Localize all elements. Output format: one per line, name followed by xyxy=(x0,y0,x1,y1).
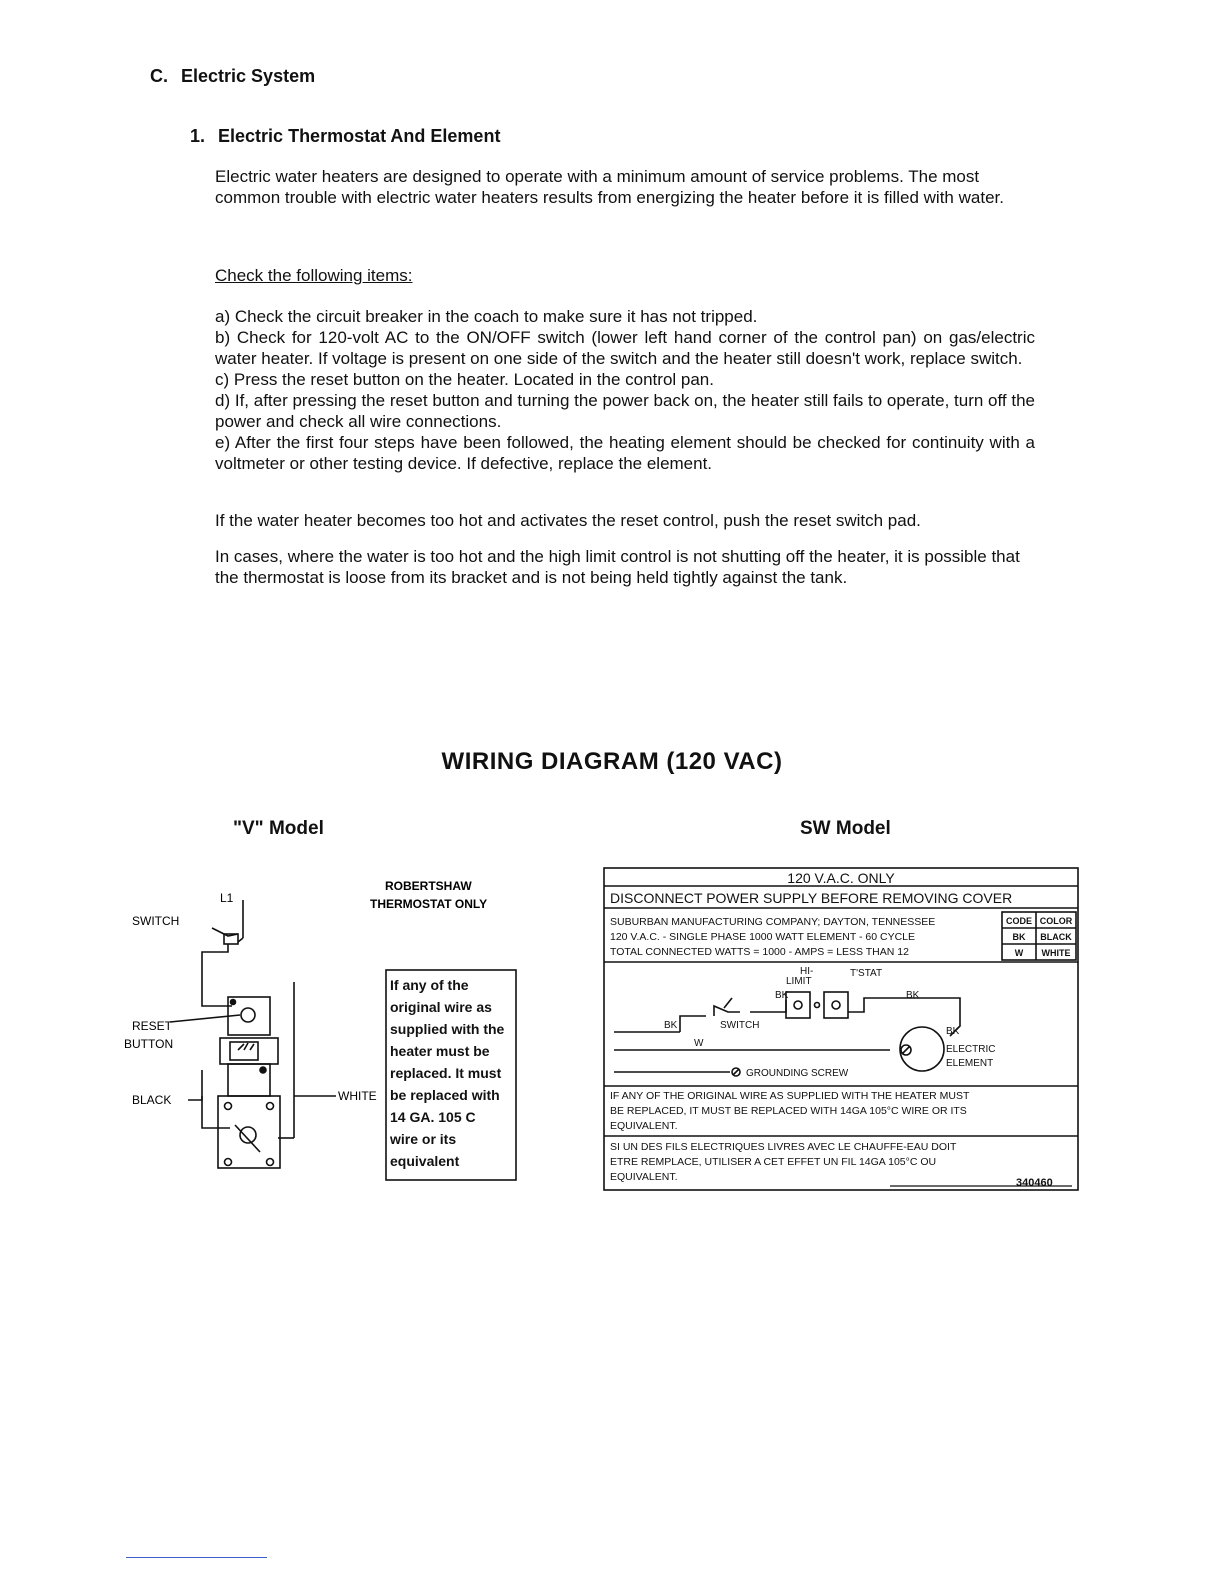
code-header: CODE xyxy=(1005,916,1033,926)
v-model-diagram xyxy=(120,860,530,1190)
color-header: COLOR xyxy=(1039,916,1073,926)
bk-label: BK xyxy=(775,990,789,1001)
part-number: 340460 xyxy=(1016,1177,1053,1189)
subsection-title: Electric Thermostat And Element xyxy=(218,126,501,146)
sw-row-voltage: 120 V.A.C. ONLY xyxy=(787,870,895,886)
color-cell: WHITE xyxy=(1041,948,1071,958)
note-line: replaced. It must xyxy=(390,1065,502,1081)
note-line: original wire as xyxy=(390,999,492,1015)
diagram-title: WIRING DIAGRAM (120 VAC) xyxy=(441,748,783,775)
reset-label-2: BUTTON xyxy=(124,1037,174,1051)
warning-en-line: BE REPLACED, IT MUST BE REPLACED WITH 14GA 105°C WIRE OR ITS xyxy=(610,1105,967,1117)
note-line: equivalent xyxy=(390,1153,460,1169)
limit-label: LIMIT xyxy=(786,976,812,987)
note-line: heater must be xyxy=(390,1043,490,1059)
limit-paragraph: In cases, where the water is too hot and the high limit control is not shutting off the heater, it is possible that the thermostat is loose from its bracket and is not being held tightly against the tank. xyxy=(215,547,1020,587)
hi-limit-label: HI- xyxy=(800,966,814,977)
subsection-heading xyxy=(190,126,500,147)
w-label: W xyxy=(694,1038,704,1049)
white-label: WHITE xyxy=(338,1089,377,1103)
grounding-label: GROUNDING SCREW xyxy=(746,1068,849,1079)
list-item: d) If, after pressing the reset button and turning the power back on, the heater still fails to operate, turn off the power and check all wire connections. xyxy=(215,391,1035,431)
warning-en-line: IF ANY OF THE ORIGINAL WIRE AS SUPPLIED WITH THE HEATER MUST xyxy=(610,1090,970,1102)
footer-rule xyxy=(126,1557,267,1558)
black-label: BLACK xyxy=(132,1093,172,1107)
reset-label: RESET xyxy=(132,1019,173,1033)
list-item: a) Check the circuit breaker in the coach to make sure it has not tripped. xyxy=(215,307,758,326)
sw-info-line: SUBURBAN MANUFACTURING COMPANY; DAYTON, TENNESSEE xyxy=(610,916,936,928)
switch-label: SWITCH xyxy=(720,1020,760,1031)
sw-info-line: 120 V.A.C. - SINGLE PHASE 1000 WATT ELEMENT - 60 CYCLE xyxy=(610,931,916,943)
warning-fr-line: ETRE REMPLACE, UTILISER A CET EFFET UN FIL 14GA 105°C OU xyxy=(610,1156,937,1168)
bk-label: BK xyxy=(664,1020,678,1031)
note-line: wire or its xyxy=(390,1131,457,1147)
warning-en-line: EQUIVALENT. xyxy=(610,1120,678,1132)
l1-label: L1 xyxy=(220,891,234,905)
electric-label: ELECTRIC xyxy=(946,1044,996,1055)
warning-fr-line: SI UN DES FILS ELECTRIQUES LIVRES AVEC LE CHAUFFE-EAU DOIT xyxy=(610,1141,957,1153)
note-line: 14 GA. 105 C xyxy=(390,1109,476,1125)
thermostat-only-label: THERMOSTAT ONLY xyxy=(370,897,488,911)
tstat-label: T'STAT xyxy=(850,968,883,979)
reset-paragraph: If the water heater becomes too hot and activates the reset control, push the reset switch pad. xyxy=(215,511,921,530)
sw-model-label xyxy=(600,866,1082,1194)
v-model-title: "V" Model xyxy=(233,818,324,839)
sw-row-disconnect: DISCONNECT POWER SUPPLY BEFORE REMOVING COVER xyxy=(610,890,1013,906)
intro-paragraph: Electric water heaters are designed to operate with a minimum amount of service problems. The most common trouble with electric water heaters results from energizing the heater before it is filled with water. xyxy=(215,167,1004,207)
note-line: If any of the xyxy=(390,977,469,993)
list-item: c) Press the reset button on the heater. Located in the control pan. xyxy=(215,370,714,389)
switch-label: SWITCH xyxy=(132,914,180,928)
list-item: b) Check for 120-volt AC to the ON/OFF switch (lower left hand corner of the control pan) on gas/electric water heater. If voltage is present on one side of the switch and the heater still doesn't work, replace switch. xyxy=(215,328,1035,368)
check-list xyxy=(215,306,1035,474)
bk-label: BK xyxy=(906,990,920,1001)
element-label: ELEMENT xyxy=(946,1058,994,1069)
note-line: be replaced with xyxy=(390,1087,500,1103)
warning-fr-line: EQUIVALENT. xyxy=(610,1171,678,1183)
code-cell: BK xyxy=(1012,932,1026,942)
bk-label: BK xyxy=(946,1026,960,1037)
section-heading xyxy=(150,66,315,87)
sw-info-line: TOTAL CONNECTED WATTS = 1000 - AMPS = LESS THAN 12 xyxy=(610,946,909,958)
list-item: e) After the first four steps have been followed, the heating element should be checked for continuity with a voltmeter or other testing device. If defective, replace the element. xyxy=(215,433,1035,473)
section-letter: C. xyxy=(150,66,168,86)
color-cell: BLACK xyxy=(1040,932,1072,942)
section-title: Electric System xyxy=(181,66,316,86)
subsection-number: 1. xyxy=(190,126,206,146)
check-heading: Check the following items: xyxy=(215,266,413,285)
sw-model-title: SW Model xyxy=(800,818,891,839)
robertshaw-label: ROBERTSHAW xyxy=(385,879,472,893)
note-line: supplied with the xyxy=(390,1021,505,1037)
code-cell: W xyxy=(1014,948,1024,958)
